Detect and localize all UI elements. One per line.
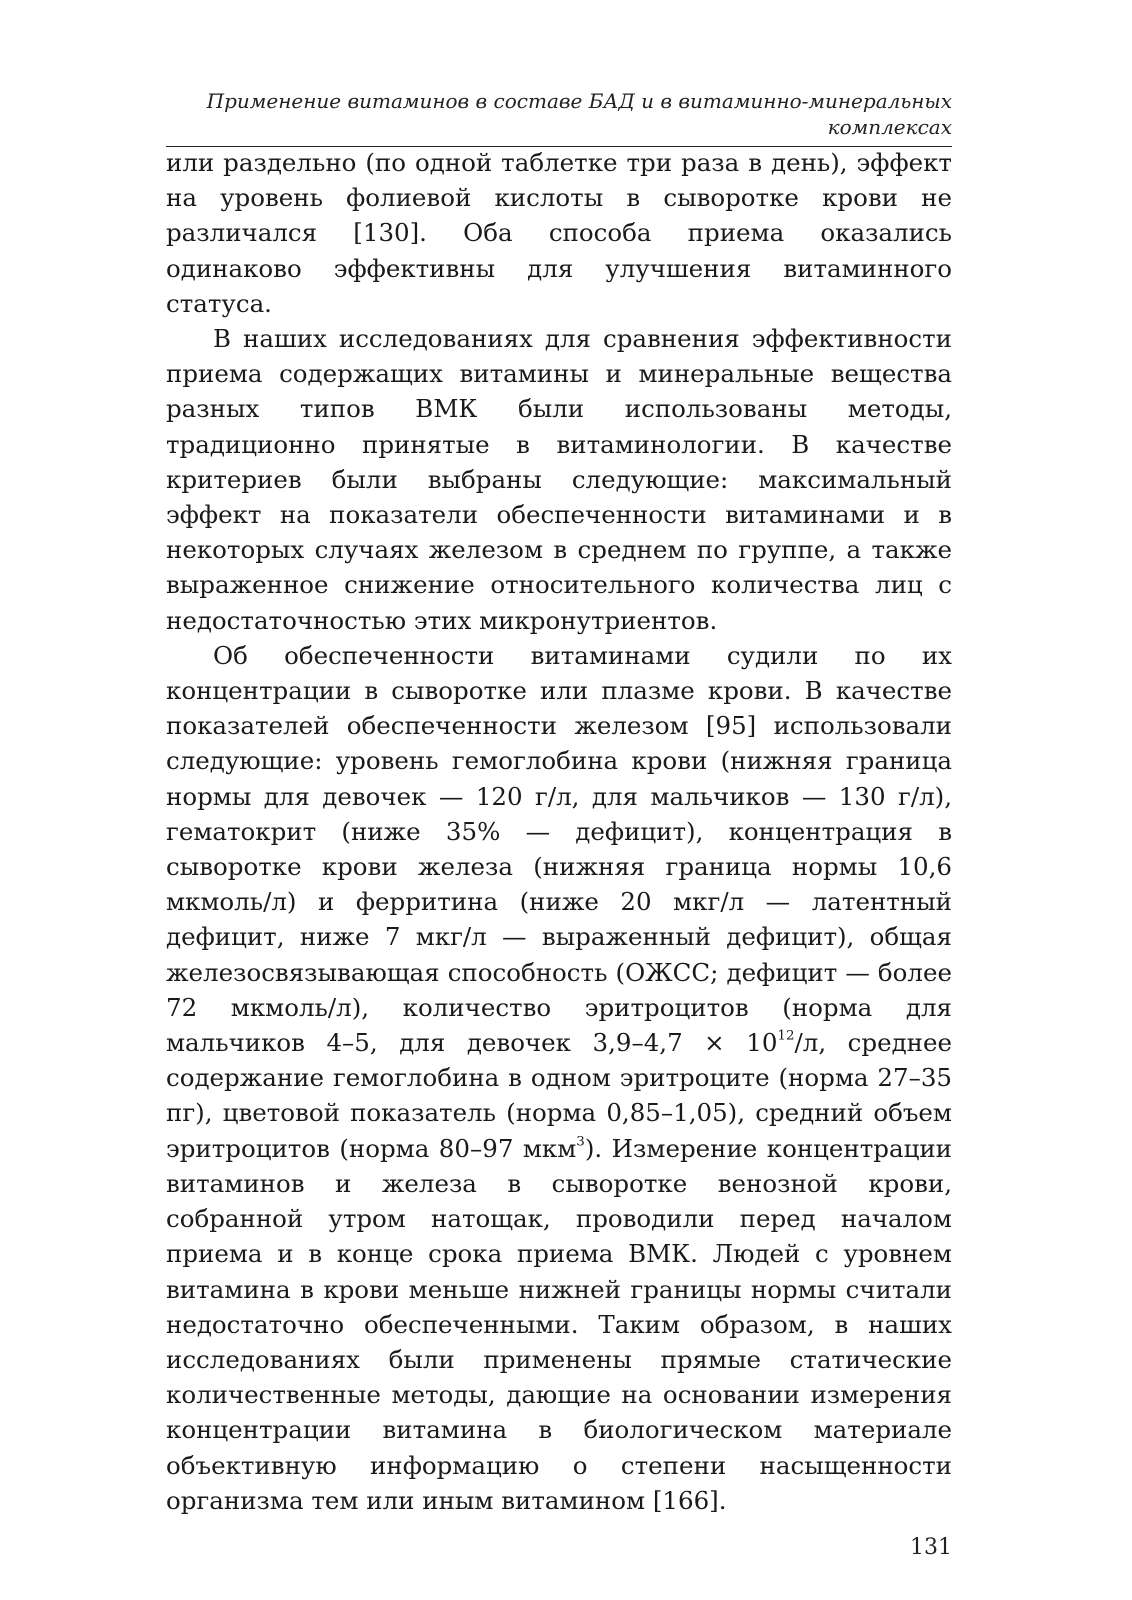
page-body bbox=[166, 145, 952, 1518]
cubic-superscript: 3 bbox=[576, 1133, 585, 1150]
paragraph-methods: В наших исследованиях для сравнения эффективности приема содержащих витамины и минеральные вещества разных типов ВМК были использованы методы, традиционно принятые в витаминологии. В качестве критериев были выбраны следующие: максимальный эффект на показатели обеспеченности витаминами и в некоторых случаях железом в среднем по группе, а также выраженное снижение относительного количества лиц с недостаточностью этих микронутриентов. bbox=[166, 324, 952, 635]
paragraph-indicators-text-3: ). Измерение концентрации витаминов и железа в сыворотке венозной крови, собранной утром натощак, проводили перед началом приема и в конце срока приема ВМК. Людей с уровнем витамина в крови меньше нижней границы нормы считали недостаточно обеспеченными. Таким образом, в наших исследованиях были применены прямые статические количественные методы, дающие на основании измерения концентрации витамина в биологическом материале объективную информацию о степени насыщенности организма тем или иным витамином [166]. bbox=[166, 1133, 952, 1515]
running-title: Применение витаминов в составе БАД и в витаминно-минеральных комплексах bbox=[206, 89, 952, 139]
exponent-superscript: 12 bbox=[777, 1027, 795, 1044]
page-number: 131 bbox=[910, 1535, 952, 1560]
paragraph-indicators-text-1: Об обеспеченности витаминами судили по их концентрации в сыворотке или плазме крови. В качестве показателей обеспеченности железом [95] использовали следующие: уровень гемоглобина крови (нижняя граница нормы для девочек — 120 г/л, для мальчиков — 130 г/л), гематокрит (ниже 35% — дефицит), концентрация в сыворотке крови железа (нижняя граница нормы 10,6 мкмоль/л) и ферритина (ниже 20 мкг/л — латентный дефицит, ниже 7 мкг/л — выраженный дефицит), общая железосвязывающая способность (ОЖСС; дефицит — более 72 мкмоль/л), количество эритроцитов (норма для мальчиков 4–5, для девочек 3,9–4,7 × 10 bbox=[166, 640, 952, 1058]
paragraph-continued: или раздельно (по одной таблетке три раза в день), эффект на уровень фолиевой кислоты в сыворотке крови не различался [130]. Оба способа приема оказались одинаково эффективны для улучшения витаминного статуса. bbox=[166, 148, 952, 318]
paragraph-indicators-text-2: /л, среднее содержание гемоглобина в одном эритроците (норма 27–35 пг), цветовой показатель (норма 0,85–1,05), средний объем эритроцитов (норма 80–97 мкм bbox=[166, 1028, 952, 1163]
paragraph-indicators bbox=[166, 638, 952, 1518]
running-header bbox=[166, 88, 952, 147]
